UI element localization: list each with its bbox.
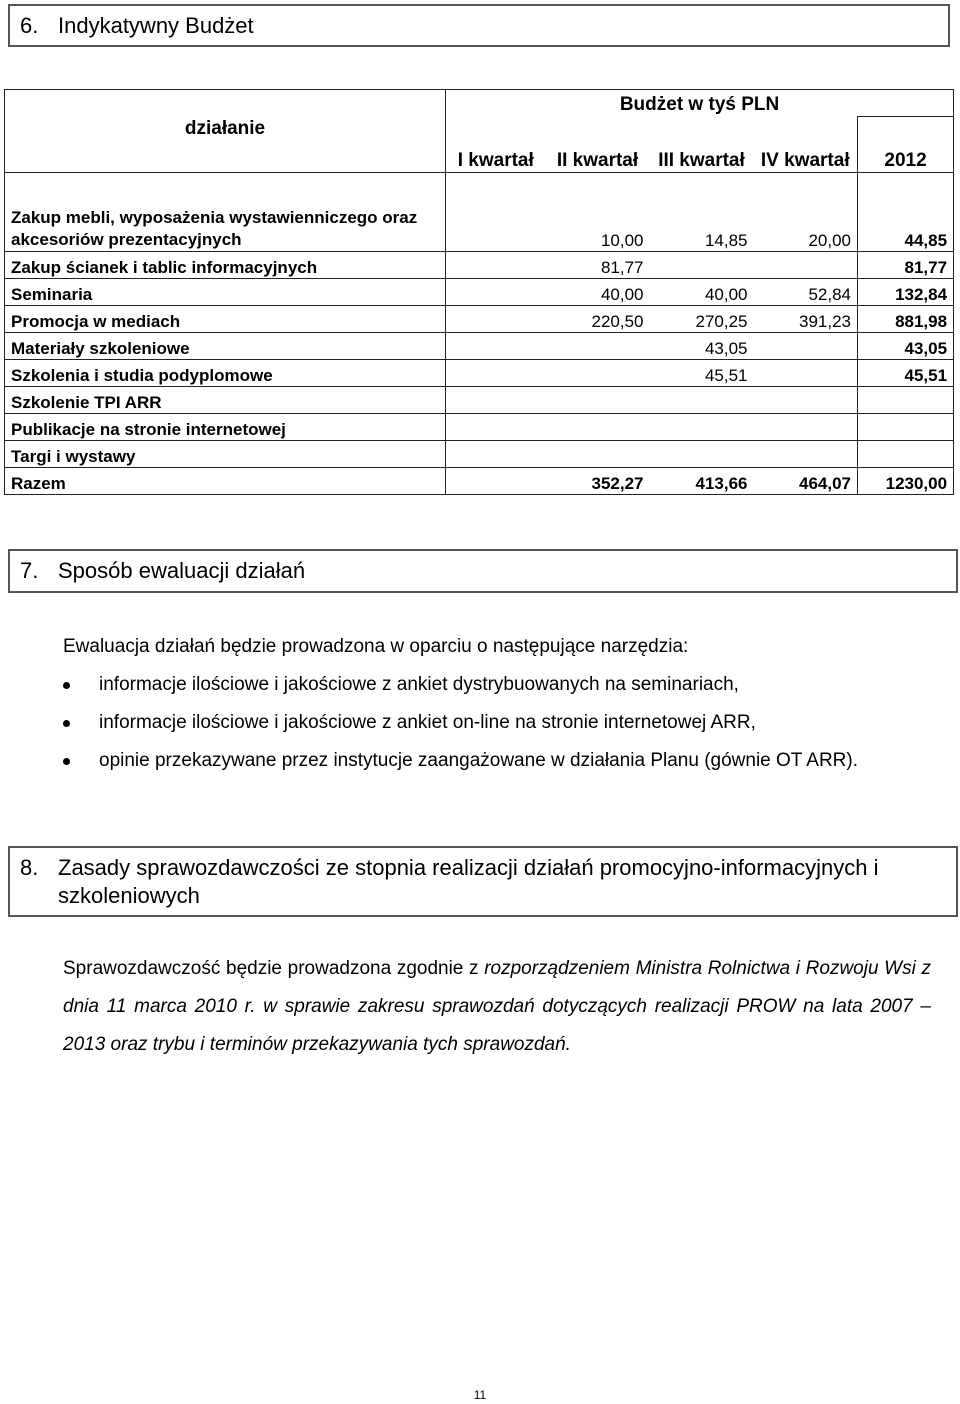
header-q3: III kwartał [650, 117, 754, 173]
row-value-q4: 391,23 [754, 306, 858, 333]
row-value-q4: 52,84 [754, 279, 858, 306]
row-value-q2 [546, 387, 650, 414]
row-value-total: 43,05 [858, 333, 954, 360]
section-8-heading [8, 846, 958, 917]
row-value-q4 [754, 414, 858, 441]
row-value-q3 [650, 387, 754, 414]
row-value-q3: 43,05 [650, 333, 754, 360]
row-value-q1 [446, 441, 546, 468]
header-action: działanie [5, 90, 446, 173]
table-row [5, 360, 954, 387]
row-label: Publikacje na stronie internetowej [5, 414, 446, 441]
row-value-total: 881,98 [858, 306, 954, 333]
section-number: 7. [20, 558, 39, 583]
row-value-q4: 20,00 [754, 173, 858, 252]
section-6-heading [8, 4, 950, 47]
row-value-q4 [754, 387, 858, 414]
section-title: Zasady sprawozdawczości ze stopnia realizacji działań promocyjno-informacyjnych i szkoleniowych [58, 855, 879, 908]
row-value-q2 [546, 360, 650, 387]
row-value-total [858, 414, 954, 441]
row-value-q3: 270,25 [650, 306, 754, 333]
table-row [5, 414, 954, 441]
row-value-q3 [650, 252, 754, 279]
sum-label: Razem [5, 468, 446, 495]
reporting-regulation: rozporządzeniem Ministra Rolnictwa i Rozwoju Wsi z dnia 11 marca 2010 r. w sprawie zakresu sprawozdań dotyczących realizacji PROW na lata 2007 – 2013 oraz trybu i terminów przekazywania tych sprawozdań. [63, 958, 931, 1055]
header-q2: II kwartał [546, 117, 650, 173]
row-value-q2: 220,50 [546, 306, 650, 333]
row-value-total [858, 387, 954, 414]
row-label: Zakup ścianek i tablic informacyjnych [5, 252, 446, 279]
row-value-q1 [446, 279, 546, 306]
sum-total: 1230,00 [858, 468, 954, 495]
row-value-q3: 14,85 [650, 173, 754, 252]
row-value-q2: 40,00 [546, 279, 650, 306]
row-value-q3 [650, 414, 754, 441]
section-7-heading [8, 549, 958, 593]
row-value-q4 [754, 360, 858, 387]
list-item: informacje ilościowe i jakościowe z ankiet dystrybuowanych na seminariach, [63, 666, 933, 704]
row-value-q3: 45,51 [650, 360, 754, 387]
row-label: Materiały szkoleniowe [5, 333, 446, 360]
row-label: Szkolenia i studia podyplomowe [5, 360, 446, 387]
row-value-q1 [446, 387, 546, 414]
section-title: Sposób ewaluacji działań [58, 558, 306, 583]
bullet-icon [63, 758, 70, 765]
row-value-q1 [446, 173, 546, 252]
header-q4: IV kwartał [754, 117, 858, 173]
evaluation-intro: Ewaluacja działań będzie prowadzona w oparciu o następujące narzędzia: [63, 636, 689, 657]
row-value-q1 [446, 252, 546, 279]
row-value-q1 [446, 306, 546, 333]
row-value-total: 132,84 [858, 279, 954, 306]
table-row [5, 279, 954, 306]
sum-q1 [446, 468, 546, 495]
section-number: 8. [20, 855, 39, 880]
sum-q3: 413,66 [650, 468, 754, 495]
row-label: Promocja w mediach [5, 306, 446, 333]
table-row [5, 333, 954, 360]
row-value-q2: 81,77 [546, 252, 650, 279]
row-value-total: 81,77 [858, 252, 954, 279]
row-value-q3 [650, 441, 754, 468]
row-value-q1 [446, 360, 546, 387]
row-value-q2 [546, 333, 650, 360]
header-year: 2012 [858, 117, 954, 173]
reporting-paragraph [63, 950, 931, 1064]
row-value-q4 [754, 441, 858, 468]
table-row [5, 173, 954, 252]
table-row [5, 306, 954, 333]
row-value-q4 [754, 333, 858, 360]
row-label: Seminaria [5, 279, 446, 306]
row-value-q3: 40,00 [650, 279, 754, 306]
row-value-q1 [446, 414, 546, 441]
row-value-total [858, 441, 954, 468]
page-number: 11 [473, 1388, 487, 1402]
budget-table [4, 89, 954, 495]
sum-q2: 352,27 [546, 468, 650, 495]
row-value-q4 [754, 252, 858, 279]
table-row [5, 252, 954, 279]
list-item: opinie przekazywane przez instytucje zaangażowane w działania Planu (gównie OT ARR). [63, 742, 933, 780]
row-value-q2 [546, 441, 650, 468]
reporting-text: Sprawozdawczość będzie prowadzona zgodnie z [63, 958, 485, 979]
row-label: Zakup mebli, wyposażenia wystawienniczego oraz akcesoriów prezentacyjnych [5, 173, 446, 252]
section-title: Indykatywny Budżet [58, 13, 254, 38]
section-number: 6. [20, 13, 39, 38]
list-item: informacje ilościowe i jakościowe z ankiet on-line na stronie internetowej ARR, [63, 704, 933, 742]
row-value-q2 [546, 414, 650, 441]
row-value-q1 [446, 333, 546, 360]
bullet-icon [63, 682, 70, 689]
table-row [5, 387, 954, 414]
evaluation-list [63, 666, 933, 780]
sum-q4: 464,07 [754, 468, 858, 495]
bullet-icon [63, 720, 70, 727]
row-label: Targi i wystawy [5, 441, 446, 468]
header-budget: Budżet w tyś PLN [446, 90, 954, 117]
header-q1: I kwartał [446, 117, 546, 173]
row-value-total: 45,51 [858, 360, 954, 387]
row-value-q2: 10,00 [546, 173, 650, 252]
row-label: Szkolenie TPI ARR [5, 387, 446, 414]
row-value-total: 44,85 [858, 173, 954, 252]
table-row [5, 441, 954, 468]
